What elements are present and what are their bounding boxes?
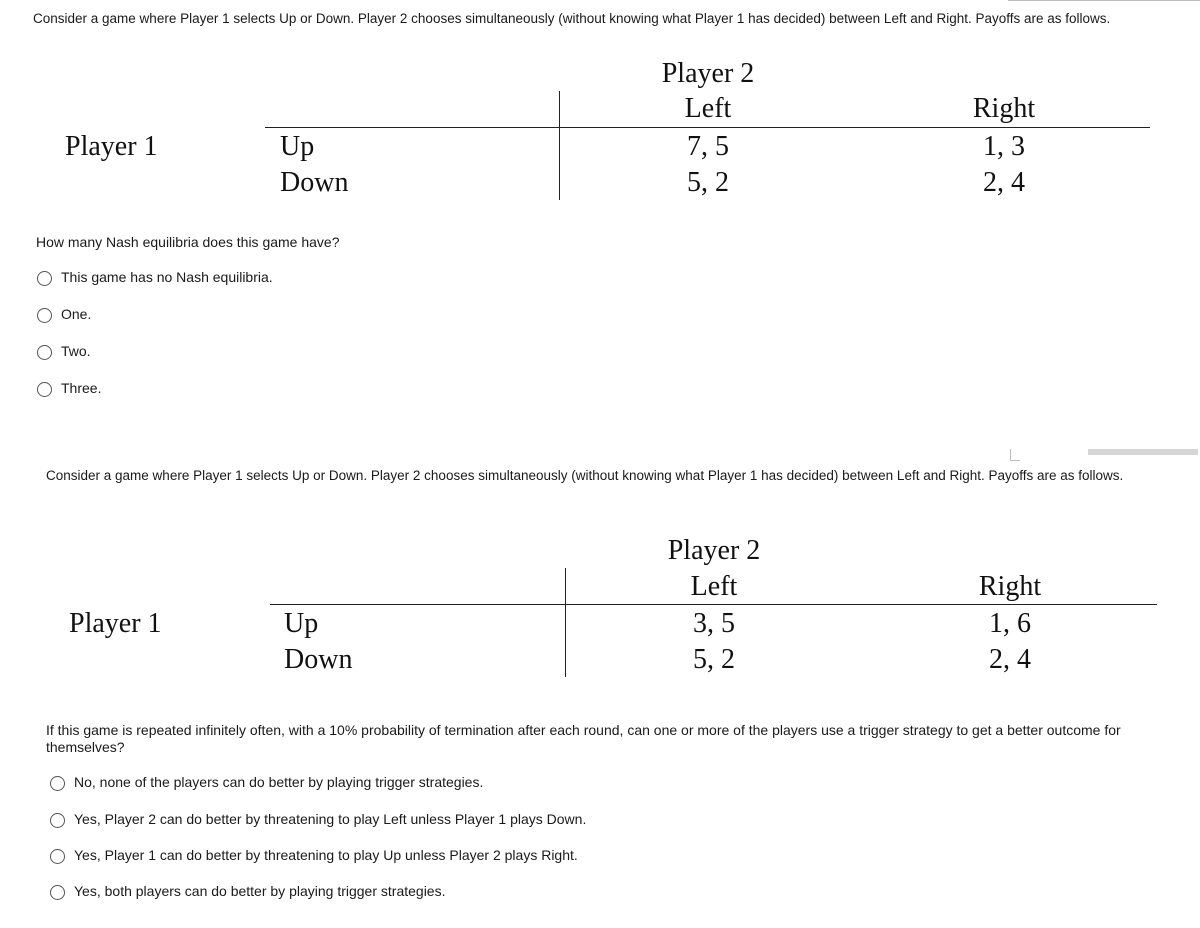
q2-table-vertical-divider bbox=[565, 568, 566, 677]
option-label: Yes, both players can do better by playing trigger strategies. bbox=[74, 883, 446, 899]
q1-up-label: Up bbox=[280, 131, 315, 162]
q2-payoff-down-right: 2, 4 bbox=[989, 644, 1031, 675]
q1-option-three[interactable] bbox=[37, 379, 101, 397]
q2-table-horizontal-divider bbox=[270, 604, 1157, 605]
q1-option-two[interactable] bbox=[37, 342, 91, 360]
q2-intro-text: Consider a game where Player 1 selects Up or Down. Player 2 chooses simultaneously (without knowing what Player 1 has decided) between Left and Right. Payoffs are as follows. bbox=[46, 468, 1124, 483]
panel-edge-fragment bbox=[1008, 0, 1200, 1]
q2-player1-label: Player 1 bbox=[69, 608, 162, 639]
q2-option-player1-threat[interactable] bbox=[50, 846, 578, 864]
option-label: Two. bbox=[61, 343, 91, 359]
q1-payoff-down-left: 5, 2 bbox=[687, 167, 729, 198]
q2-payoff-up-left: 3, 5 bbox=[693, 608, 735, 639]
option-label: No, none of the players can do better by playing trigger strategies. bbox=[74, 774, 484, 790]
q1-question-text: How many Nash equilibria does this game have? bbox=[36, 234, 340, 250]
q1-payoff-down-right: 2, 4 bbox=[983, 167, 1025, 198]
q1-payoff-up-right: 1, 3 bbox=[983, 131, 1025, 162]
q2-down-label: Down bbox=[284, 644, 353, 675]
radio-button[interactable] bbox=[37, 308, 52, 323]
option-label: One. bbox=[61, 306, 92, 322]
q1-player2-label: Player 2 bbox=[661, 58, 755, 89]
q1-table-vertical-divider bbox=[559, 91, 560, 200]
q1-right-label: Right bbox=[972, 93, 1036, 124]
radio-button[interactable] bbox=[50, 813, 65, 828]
scroll-strip-fragment bbox=[1088, 449, 1198, 455]
q2-up-label: Up bbox=[284, 608, 319, 639]
q2-payoff-down-left: 5, 2 bbox=[693, 644, 735, 675]
option-label: Three. bbox=[61, 380, 102, 396]
q2-option-both-players[interactable] bbox=[50, 882, 445, 900]
panel-corner-fragment bbox=[1010, 460, 1020, 461]
q1-option-no-equilibria[interactable] bbox=[37, 268, 273, 286]
radio-button[interactable] bbox=[50, 849, 65, 864]
q1-payoff-up-left: 7, 5 bbox=[687, 131, 729, 162]
q2-question-text: If this game is repeated infinitely often, with a 10% probability of termination after each round, can one or more of the players use a trigger strategy to get a better outcome for themselves? bbox=[46, 722, 1121, 755]
radio-button[interactable] bbox=[37, 382, 52, 397]
q1-table-horizontal-divider bbox=[265, 127, 1150, 128]
q2-payoff-up-right: 1, 6 bbox=[989, 608, 1031, 639]
radio-button[interactable] bbox=[50, 776, 65, 791]
q2-right-label: Right bbox=[978, 571, 1042, 602]
q2-option-no-trigger[interactable] bbox=[50, 773, 483, 791]
q1-down-label: Down bbox=[280, 167, 349, 198]
q2-player2-label: Player 2 bbox=[667, 535, 761, 566]
q2-left-label: Left bbox=[690, 571, 738, 602]
radio-button[interactable] bbox=[37, 345, 52, 360]
q1-player1-label: Player 1 bbox=[65, 131, 158, 162]
q1-option-one[interactable] bbox=[37, 305, 91, 323]
q2-option-player2-threat[interactable] bbox=[50, 810, 586, 828]
option-label: This game has no Nash equilibria. bbox=[61, 269, 273, 285]
option-label: Yes, Player 1 can do better by threatening to play Up unless Player 2 plays Right. bbox=[74, 847, 578, 863]
q1-left-label: Left bbox=[684, 93, 732, 124]
q1-intro-text: Consider a game where Player 1 selects Up or Down. Player 2 chooses simultaneously (without knowing what Player 1 has decided) between Left and Right. Payoffs are as follows. bbox=[33, 11, 1111, 26]
option-label: Yes, Player 2 can do better by threatening to play Left unless Player 1 plays Down. bbox=[74, 811, 587, 827]
radio-button[interactable] bbox=[50, 885, 65, 900]
radio-button[interactable] bbox=[37, 271, 52, 286]
